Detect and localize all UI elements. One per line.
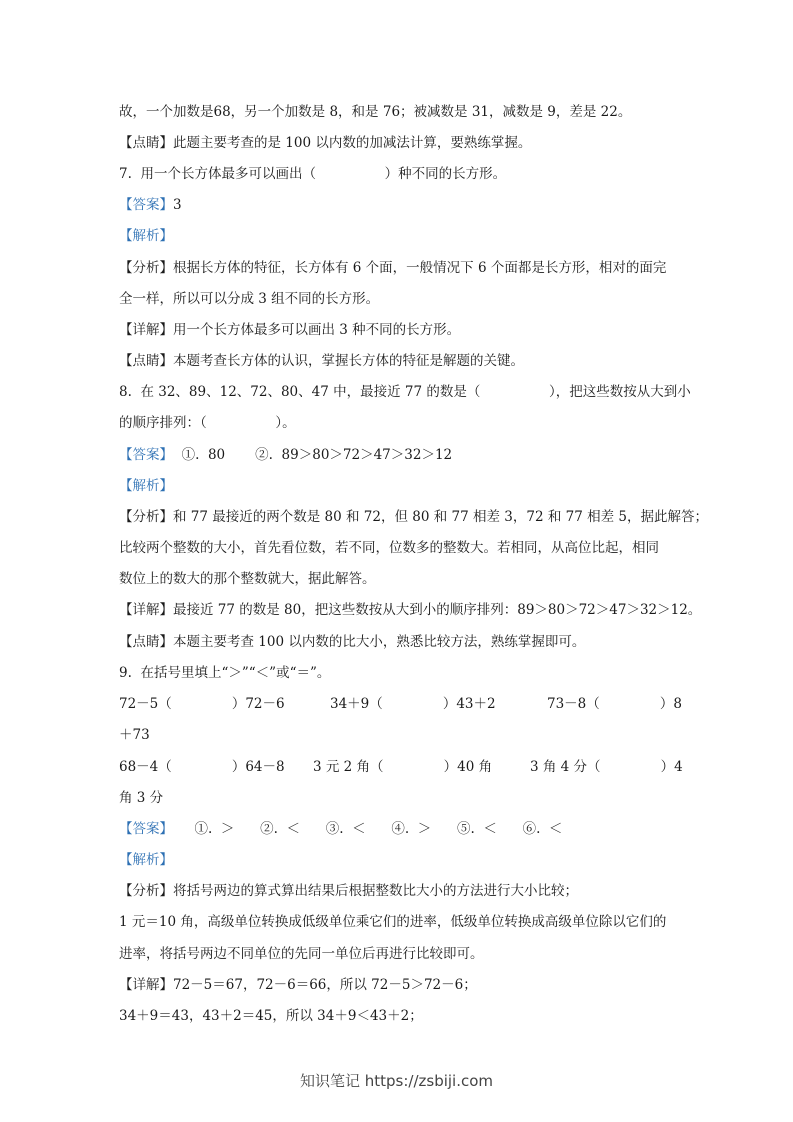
answer-label: 【答案】 — [119, 197, 173, 213]
text-line: 【点睛】本题考查长方体的认识，掌握长方体的特征是解题的关键。 — [119, 353, 524, 369]
question-8: 8. 在 32、89、12、72、80、47 中，最接近 77 的数是（ ），把这些数按从大到小 — [119, 384, 691, 400]
text-line: 【分析】根据长方体的特征，长方体有 6 个面，一般情况下 6 个面都是长方形，相对的面完 — [119, 260, 667, 276]
comparison-item: 72－5（ ）72－6 — [119, 696, 285, 712]
text-line: 的顺序排列：（ ）。 — [119, 415, 296, 431]
text-line: 【分析】和 77 最接近的两个数是 80 和 72，但 80 和 77 相差 3，72 和 77 相差 5，据此解答； — [119, 509, 709, 525]
text-line: 进率，将括号两边不同单位的先同一单位后再进行比较即可。 — [119, 946, 484, 962]
comparison-item: 3 角 4 分（ ）4 — [530, 759, 683, 775]
analysis-label: 【解析】 — [119, 478, 173, 494]
text-line: 故，一个加数是68，另一个加数是 8，和是 76；被减数是 31，减数是 9，差是 22。 — [119, 104, 632, 120]
comparison-item: 68－4（ ）64－8 — [119, 759, 285, 775]
footer-watermark: 知识笔记 https://zsbiji.com — [299, 1072, 494, 1090]
text-line: ＋73 — [119, 727, 150, 743]
question-9: 9. 在括号里填上“＞”“＜”或“＝”。 — [119, 665, 331, 681]
answer-value: 3 — [173, 197, 182, 213]
text-line: 比较两个整数的大小，首先看位数，若不同，位数多的整数大。若相同，从高位比起，相同 — [119, 540, 659, 556]
text-line: 数位上的数大的那个整数就大，据此解答。 — [119, 571, 376, 587]
text-line: 【详解】最接近 77 的数是 80，把这些数按从大到小的顺序排列：89＞80＞72＞47＞32＞12。 — [119, 602, 702, 618]
text-line: 【点睛】本题主要考查 100 以内数的比大小，熟悉比较方法，熟练掌握即可。 — [119, 634, 586, 650]
answer-label: 【答案】 — [119, 821, 173, 837]
answer-label: 【答案】 — [119, 447, 173, 463]
answer-line — [119, 445, 452, 465]
text-line: 【详解】用一个长方体最多可以画出 3 种不同的长方形。 — [119, 322, 461, 338]
comparison-item: 3 元 2 角（ ）40 角 — [313, 759, 493, 775]
comparison-item: 73－8（ ）8 — [547, 696, 682, 712]
text-line: 【点睛】此题主要考查的是 100 以内数的加减法计算，要熟练掌握。 — [119, 135, 532, 151]
answer-line — [119, 819, 562, 839]
text-line: 1 元＝10 角，高级单位转换成低级单位乘它们的进率，低级单位转换成高级单位除以它们的 — [119, 914, 667, 930]
answer-value: ①. ＞ ②. ＜ ③. ＜ ④. ＞ ⑤. ＜ ⑥. ＜ — [173, 821, 563, 837]
text-line: 【分析】将括号两边的算式算出结果后根据整数比大小的方法进行大小比较； — [119, 883, 578, 899]
question-7: 7. 用一个长方体最多可以画出（ ）种不同的长方形。 — [119, 166, 507, 182]
answer-line — [119, 195, 182, 215]
analysis-label: 【解析】 — [119, 852, 173, 868]
analysis-label: 【解析】 — [119, 228, 173, 244]
text-line: 【详解】72－5＝67，72－6＝66，所以 72－5＞72－6； — [119, 977, 477, 993]
text-line: 全一样，所以可以分成 3 组不同的长方形。 — [119, 291, 380, 307]
comparison-item: 34＋9（ ）43＋2 — [330, 696, 496, 712]
answer-value: ①. 80 ②. 89＞80＞72＞47＞32＞12 — [173, 447, 453, 463]
text-line: 34＋9＝43，43＋2＝45，所以 34＋9＜43＋2； — [119, 1008, 423, 1024]
text-line: 角 3 分 — [119, 790, 164, 806]
